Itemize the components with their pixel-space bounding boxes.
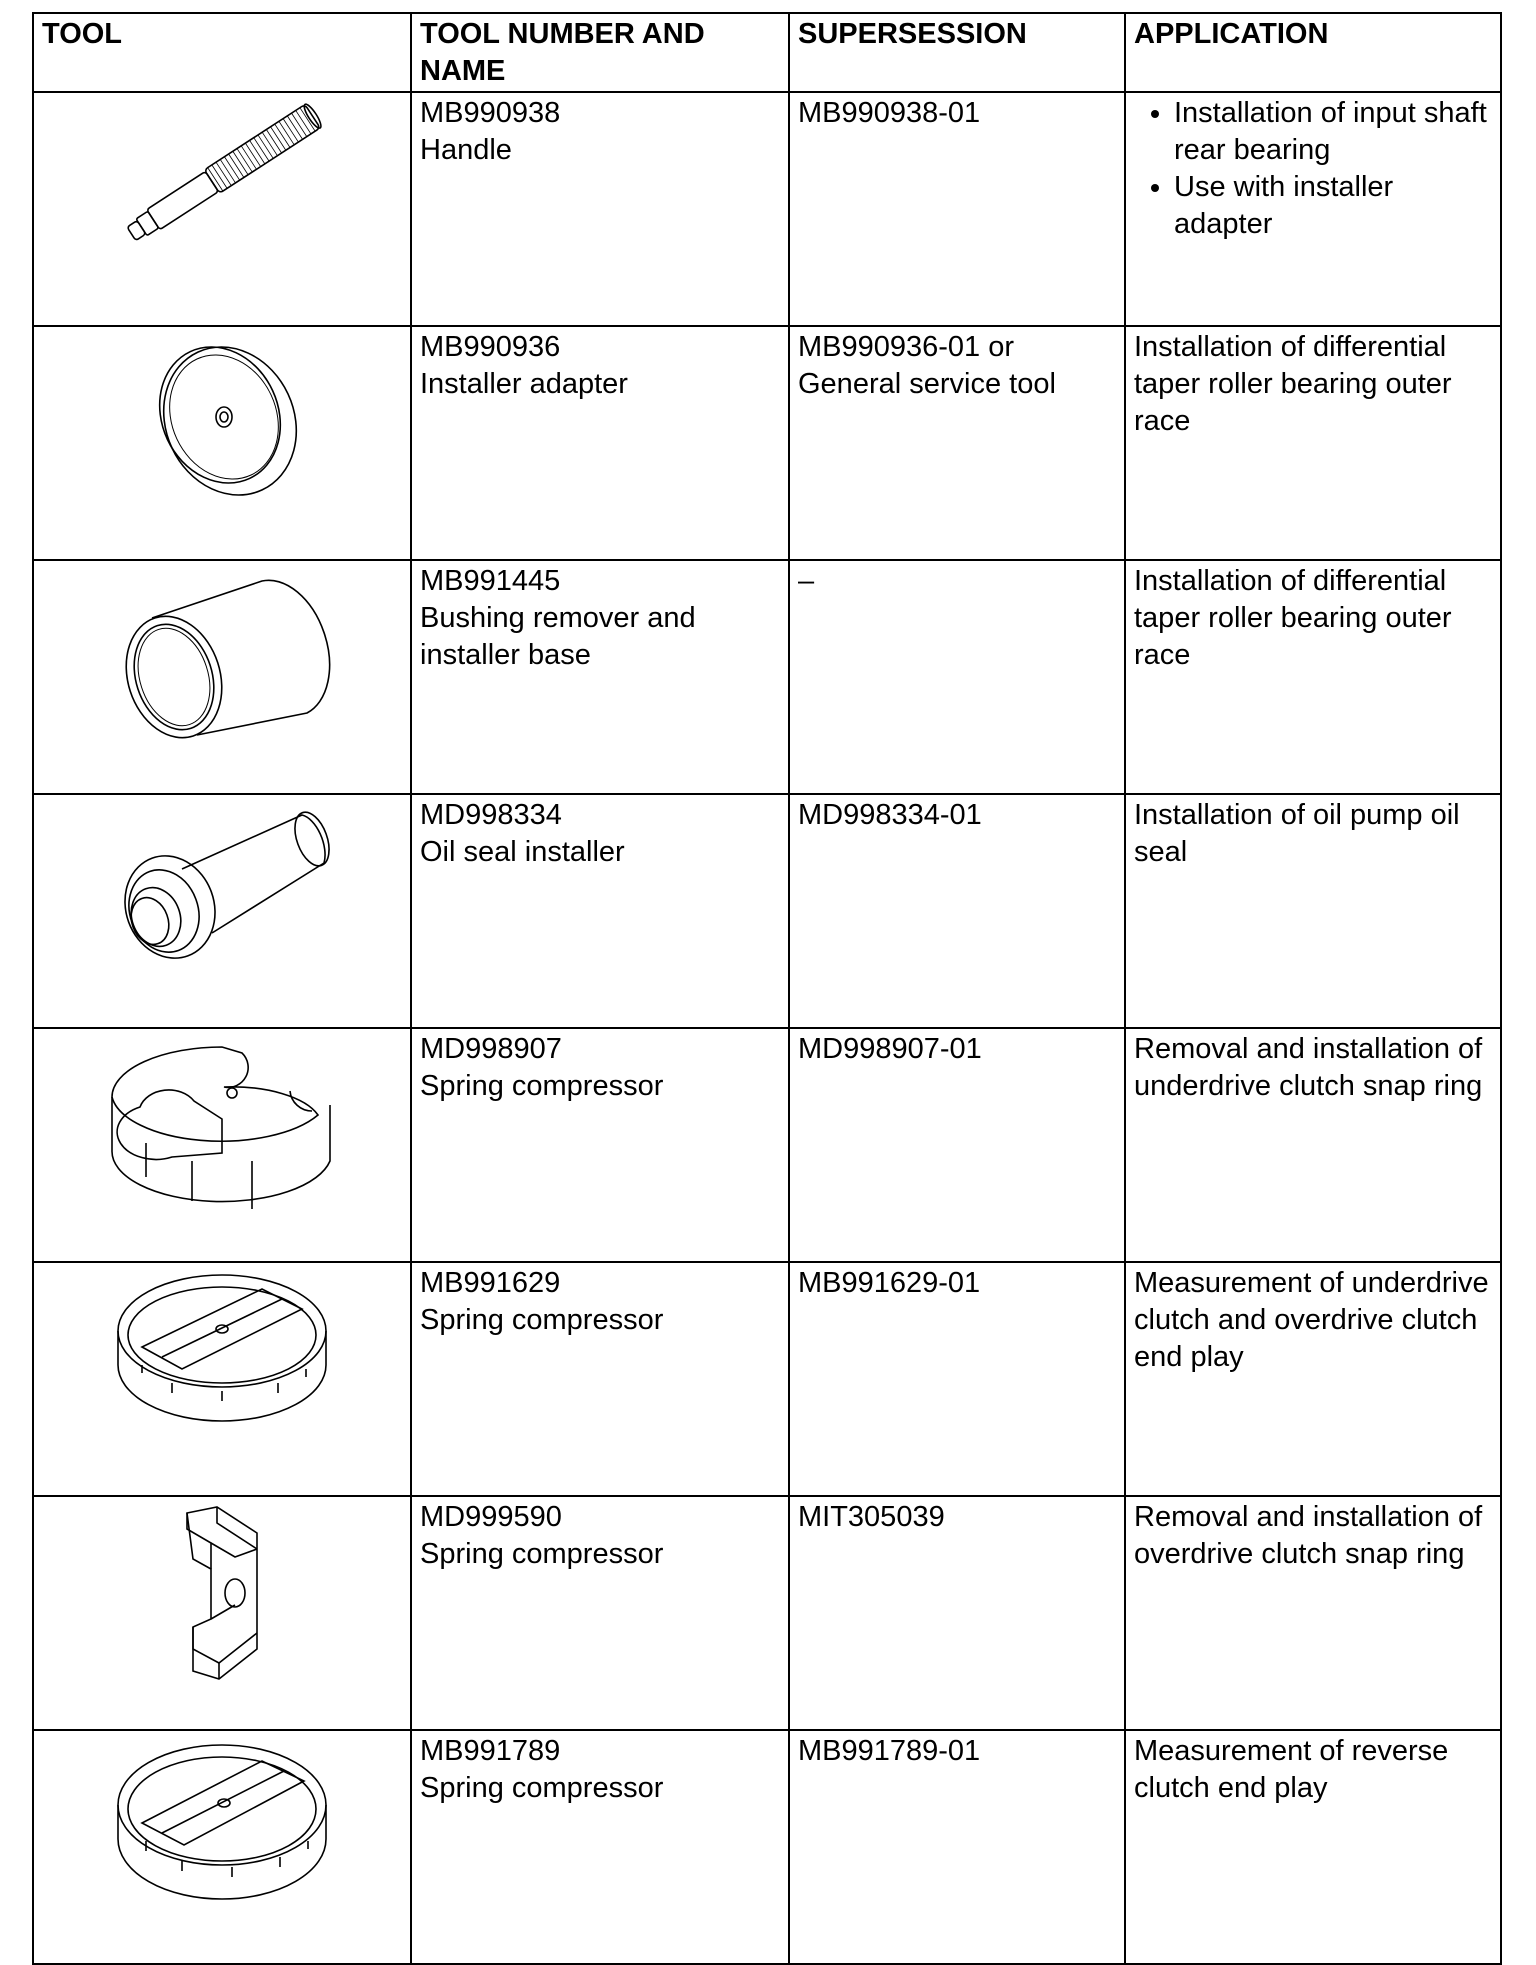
table-row bbox=[33, 1028, 1501, 1262]
tool-number: MD999590 bbox=[420, 1501, 562, 1533]
application-cell: Measurement of underdrive clutch and overdrive clutch end play bbox=[1125, 1262, 1501, 1496]
supersession-cell: MB991789-01 bbox=[789, 1730, 1125, 1964]
application-cell: Installation of differential taper roller bearing outer race bbox=[1125, 560, 1501, 794]
application-item: • Installation of input shaft rear bearing bbox=[1174, 95, 1492, 169]
supersession-cell: – bbox=[789, 560, 1125, 794]
tool-image-cell bbox=[33, 1028, 411, 1262]
application-cell: Removal and installation of overdrive clutch snap ring bbox=[1125, 1496, 1501, 1730]
application-list bbox=[1134, 95, 1492, 243]
header-application: APPLICATION bbox=[1125, 13, 1501, 92]
supersession-cell: MB990936-01 or General service tool bbox=[789, 326, 1125, 560]
special-tools-table bbox=[32, 12, 1502, 1965]
spring-compressor-ring-icon bbox=[102, 1265, 342, 1435]
tool-number-name-cell bbox=[411, 92, 789, 326]
application-cell: Installation of oil pump oil seal bbox=[1125, 794, 1501, 1028]
application-cell: Installation of differential taper roller bearing outer race bbox=[1125, 326, 1501, 560]
table-row bbox=[33, 1730, 1501, 1964]
tool-number-name-cell bbox=[411, 1496, 789, 1730]
supersession-cell: MD998334-01 bbox=[789, 794, 1125, 1028]
oil-seal-installer-icon bbox=[102, 797, 342, 967]
table-row bbox=[33, 1496, 1501, 1730]
spring-compressor-bracket-icon bbox=[157, 1499, 287, 1689]
header-tool-number-name: TOOL NUMBER AND NAME bbox=[411, 13, 789, 92]
tool-image-cell bbox=[33, 1496, 411, 1730]
spring-compressor-ring-icon bbox=[102, 1733, 342, 1913]
tool-name: Installer adapter bbox=[420, 368, 628, 400]
tool-number: MB990938 bbox=[420, 97, 561, 129]
tool-image-cell bbox=[33, 794, 411, 1028]
tool-number: MB991445 bbox=[420, 565, 561, 597]
tool-image-cell bbox=[33, 92, 411, 326]
supersession-cell: MIT305039 bbox=[789, 1496, 1125, 1730]
supersession-cell: MD998907-01 bbox=[789, 1028, 1125, 1262]
tool-image-cell bbox=[33, 326, 411, 560]
spring-compressor-block-icon bbox=[102, 1031, 342, 1221]
application-item: • Use with installer adapter bbox=[1174, 169, 1492, 243]
tool-number-name-cell bbox=[411, 1028, 789, 1262]
tool-number: MB991789 bbox=[420, 1735, 561, 1767]
supersession-cell: MB990938-01 bbox=[789, 92, 1125, 326]
tool-number: MB991629 bbox=[420, 1267, 561, 1299]
tool-image-cell bbox=[33, 1730, 411, 1964]
tool-name: Spring compressor bbox=[420, 1304, 664, 1336]
tool-image-cell bbox=[33, 560, 411, 794]
header-supersession: SUPERSESSION bbox=[789, 13, 1125, 92]
table-row bbox=[33, 1262, 1501, 1496]
tool-number: MD998907 bbox=[420, 1033, 562, 1065]
table-row bbox=[33, 560, 1501, 794]
tool-number-name-cell bbox=[411, 560, 789, 794]
application-cell bbox=[1125, 92, 1501, 326]
application-cell: Removal and installation of underdrive clutch snap ring bbox=[1125, 1028, 1501, 1262]
tool-name: Spring compressor bbox=[420, 1070, 664, 1102]
header-row bbox=[33, 13, 1501, 92]
tool-number: MB990936 bbox=[420, 331, 561, 363]
tool-number-name-cell bbox=[411, 794, 789, 1028]
table-row bbox=[33, 794, 1501, 1028]
tool-name: Spring compressor bbox=[420, 1538, 664, 1570]
table-row bbox=[33, 326, 1501, 560]
tool-name: Handle bbox=[420, 134, 512, 166]
supersession-cell: MB991629-01 bbox=[789, 1262, 1125, 1496]
tool-name: Bushing remover and installer base bbox=[420, 602, 696, 671]
application-cell: Measurement of reverse clutch end play bbox=[1125, 1730, 1501, 1964]
handle-tool-icon bbox=[92, 95, 352, 255]
tool-number-name-cell bbox=[411, 1730, 789, 1964]
table-row bbox=[33, 92, 1501, 326]
tool-number-name-cell bbox=[411, 326, 789, 560]
tool-number-name-cell bbox=[411, 1262, 789, 1496]
header-tool: TOOL bbox=[33, 13, 411, 92]
tool-name: Spring compressor bbox=[420, 1772, 664, 1804]
bushing-remover-icon bbox=[112, 563, 332, 743]
tool-image-cell bbox=[33, 1262, 411, 1496]
installer-adapter-icon bbox=[122, 329, 322, 499]
tool-name: Oil seal installer bbox=[420, 836, 625, 868]
tool-number: MD998334 bbox=[420, 799, 562, 831]
